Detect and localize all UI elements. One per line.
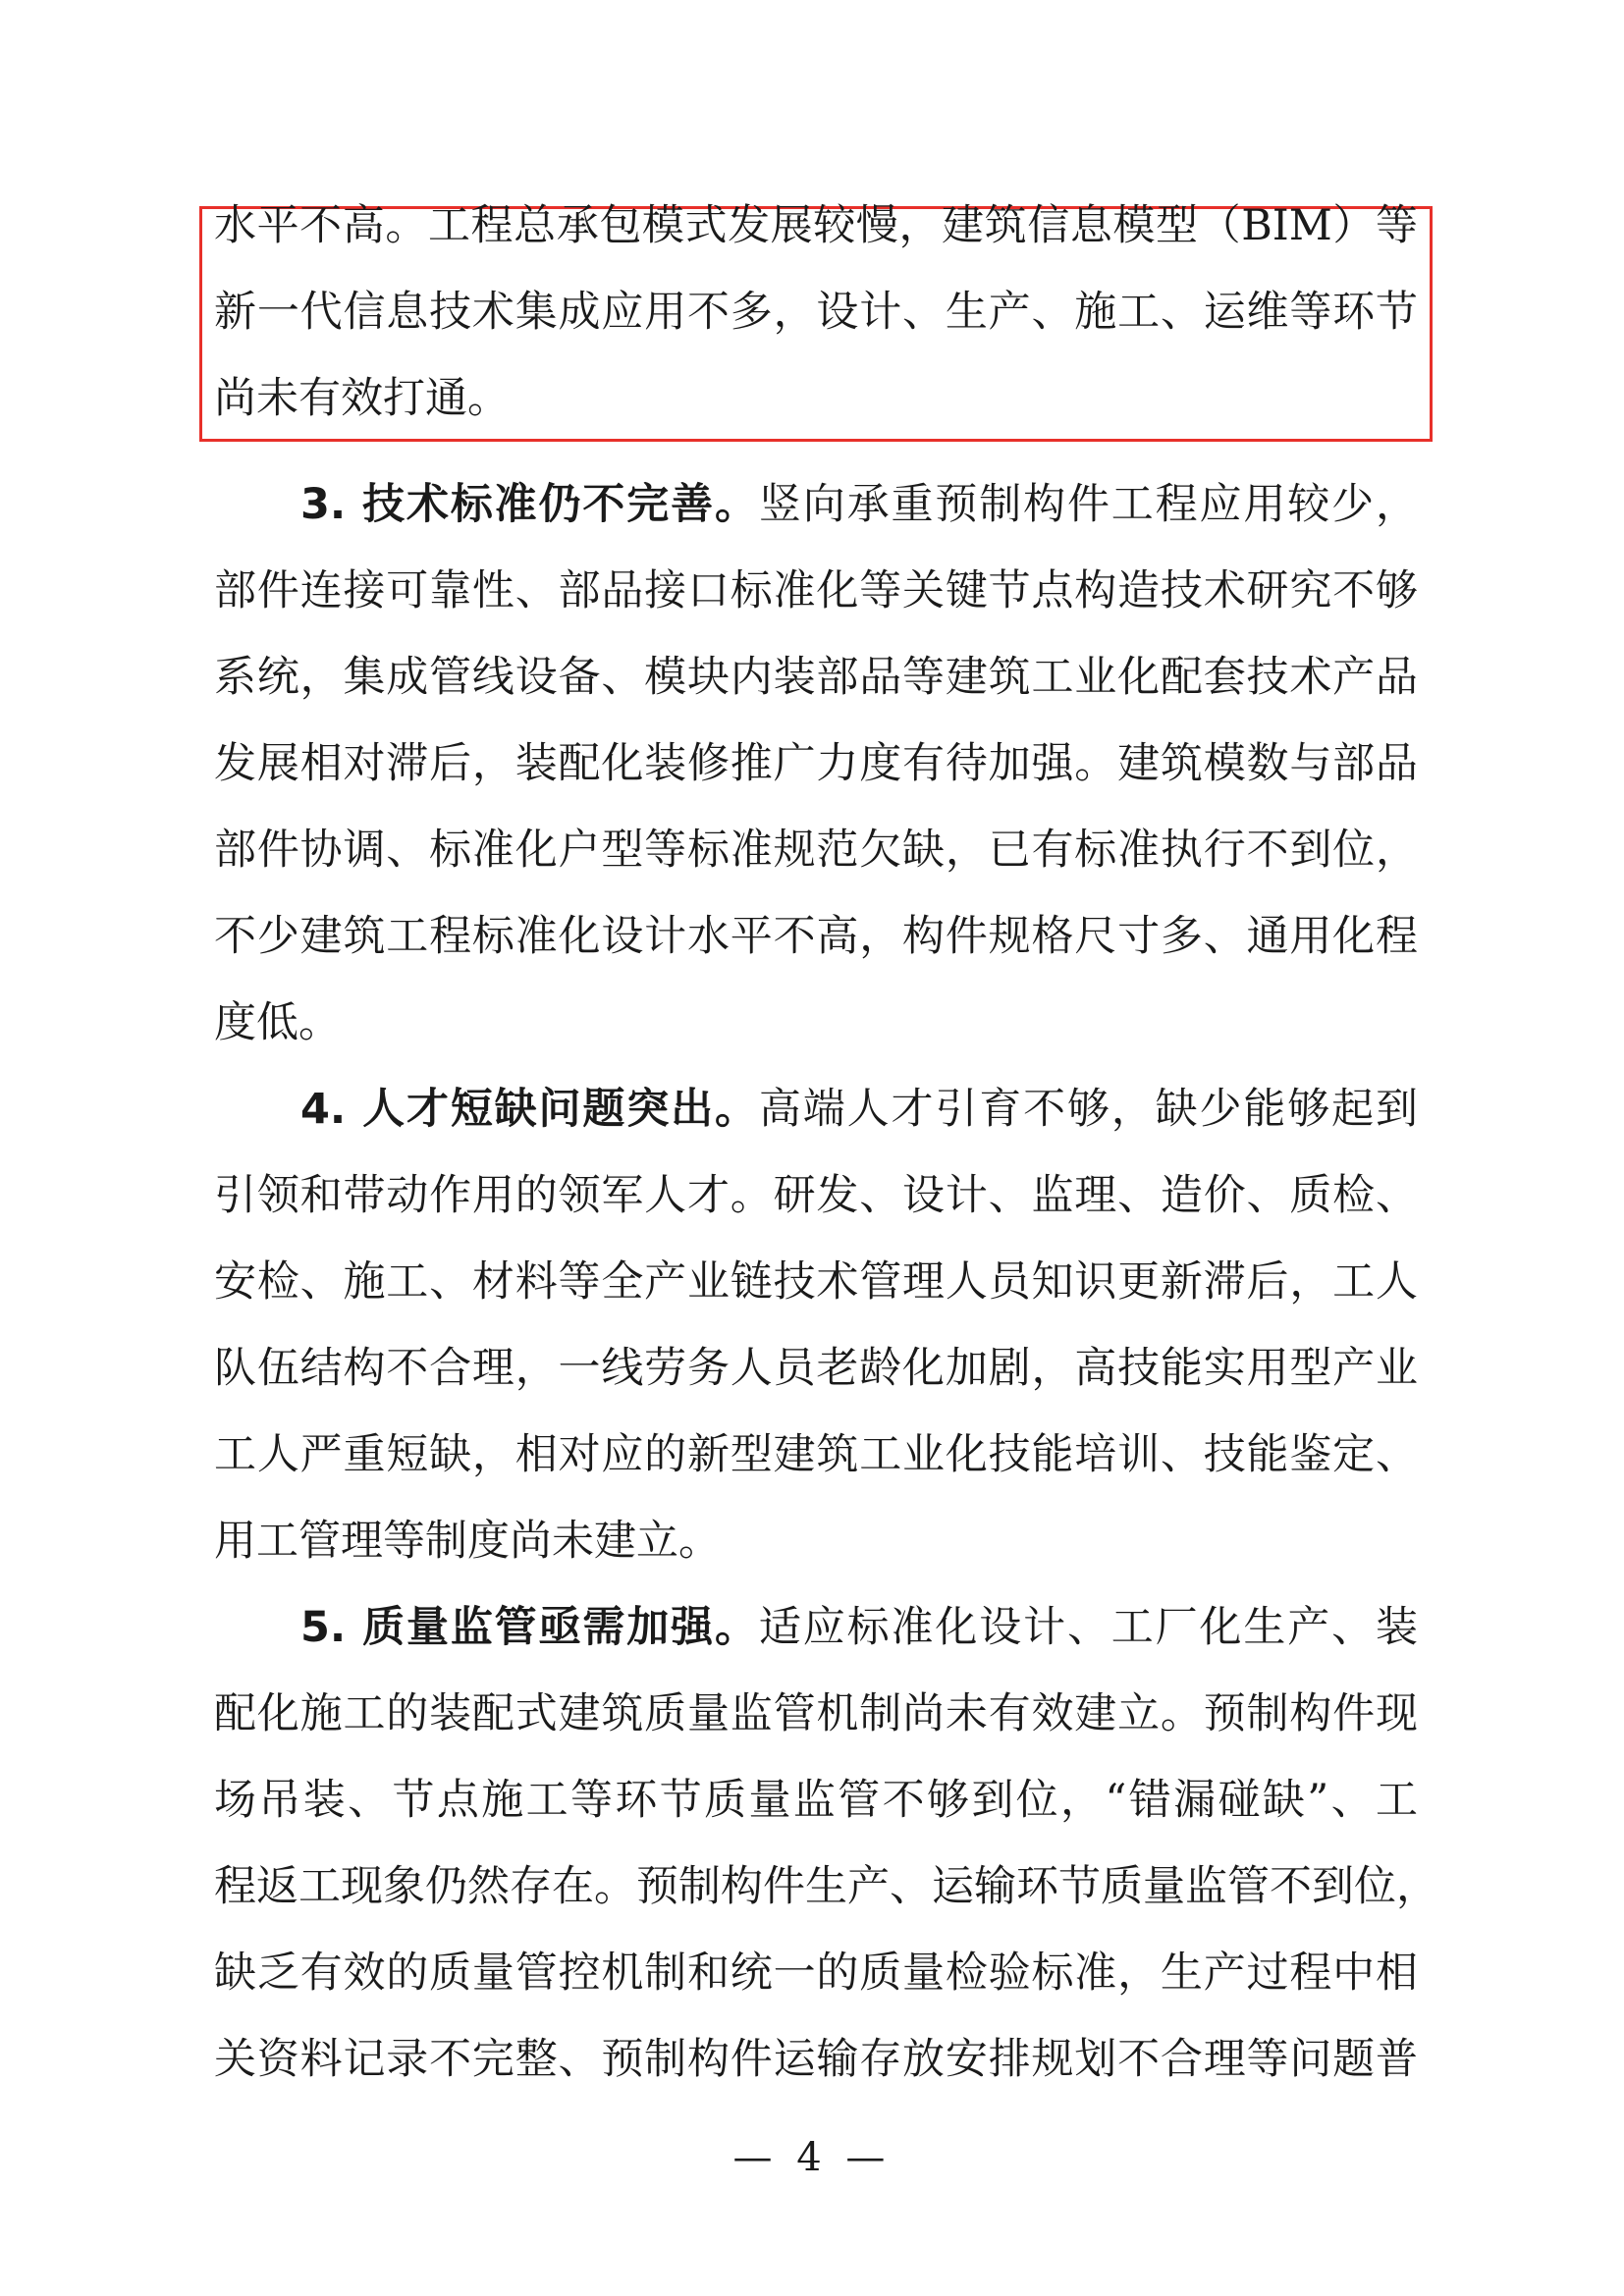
section3-first-line [300, 461, 1418, 548]
section5-line: 配化施工的装配式建筑质量监管机制尚未有效建立。预制构件现 [214, 1689, 1418, 1738]
section3-heading: 3. 技术标准仍不完善。 [300, 480, 759, 529]
section5-line: 缺乏有效的质量管控机制和统一的质量检验标准，生产过程中相 [214, 1949, 1418, 1998]
section3-line: 发展相对滞后，装配化装修推广力度有待加强。建筑模数与部品 [214, 739, 1418, 788]
section3-line: 不少建筑工程标准化设计水平不高，构件规格尺寸多、通用化程 [214, 912, 1418, 961]
section3-line: 部件协调、标准化户型等标准规范欠缺，已有标准执行不到位， [214, 826, 1418, 875]
section5-line: 关资料记录不完整、预制构件运输存放安排规划不合理等问题普 [214, 2035, 1418, 2084]
section3-line: 度低。 [214, 998, 341, 1047]
section4-line: 工人严重短缺，相对应的新型建筑工业化技能培训、技能鉴定、 [214, 1430, 1418, 1479]
page-number: — 4 — [732, 2135, 892, 2180]
section4-heading: 4. 人才短缺问题突出。 [300, 1085, 759, 1134]
section5-heading: 5. 质量监管亟需加强。 [300, 1603, 759, 1652]
section5-line: 程返工现象仍然存在。预制构件生产、运输环节质量监管不到位， [214, 1862, 1438, 1911]
section4-line: 用工管理等制度尚未建立。 [214, 1517, 721, 1566]
highlight-line-3: 尚未有效打通。 [214, 374, 510, 423]
section5-first-line [300, 1584, 1418, 1671]
section5-line: 场吊装、节点施工等环节质量监管不够到位，“错漏碰缺”、工 [214, 1776, 1418, 1825]
section4-first-line [300, 1066, 1418, 1152]
section5-first-line-text: 适应标准化设计、工厂化生产、装 [758, 1603, 1419, 1652]
section4-line: 队伍结构不合理，一线劳务人员老龄化加剧，高技能实用型产业 [214, 1344, 1418, 1393]
section3-first-line-text: 竖向承重预制构件工程应用较少， [758, 480, 1419, 529]
section4-line: 引领和带动作用的领军人才。研发、设计、监理、造价、质检、 [214, 1171, 1418, 1220]
section4-first-line-text: 高端人才引育不够，缺少能够起到 [758, 1085, 1419, 1134]
section3-line: 部件连接可靠性、部品接口标准化等关键节点构造技术研究不够 [214, 566, 1418, 615]
section4-line: 安检、施工、材料等全产业链技术管理人员知识更新滞后，工人 [214, 1257, 1418, 1307]
highlight-line-2: 新一代信息技术集成应用不多，设计、生产、施工、运维等环节 [214, 288, 1418, 337]
highlight-line-1: 水平不高。工程总承包模式发展较慢，建筑信息模型（BIM）等 [214, 201, 1418, 250]
section3-line: 系统，集成管线设备、模块内装部品等建筑工业化配套技术产品 [214, 653, 1418, 702]
